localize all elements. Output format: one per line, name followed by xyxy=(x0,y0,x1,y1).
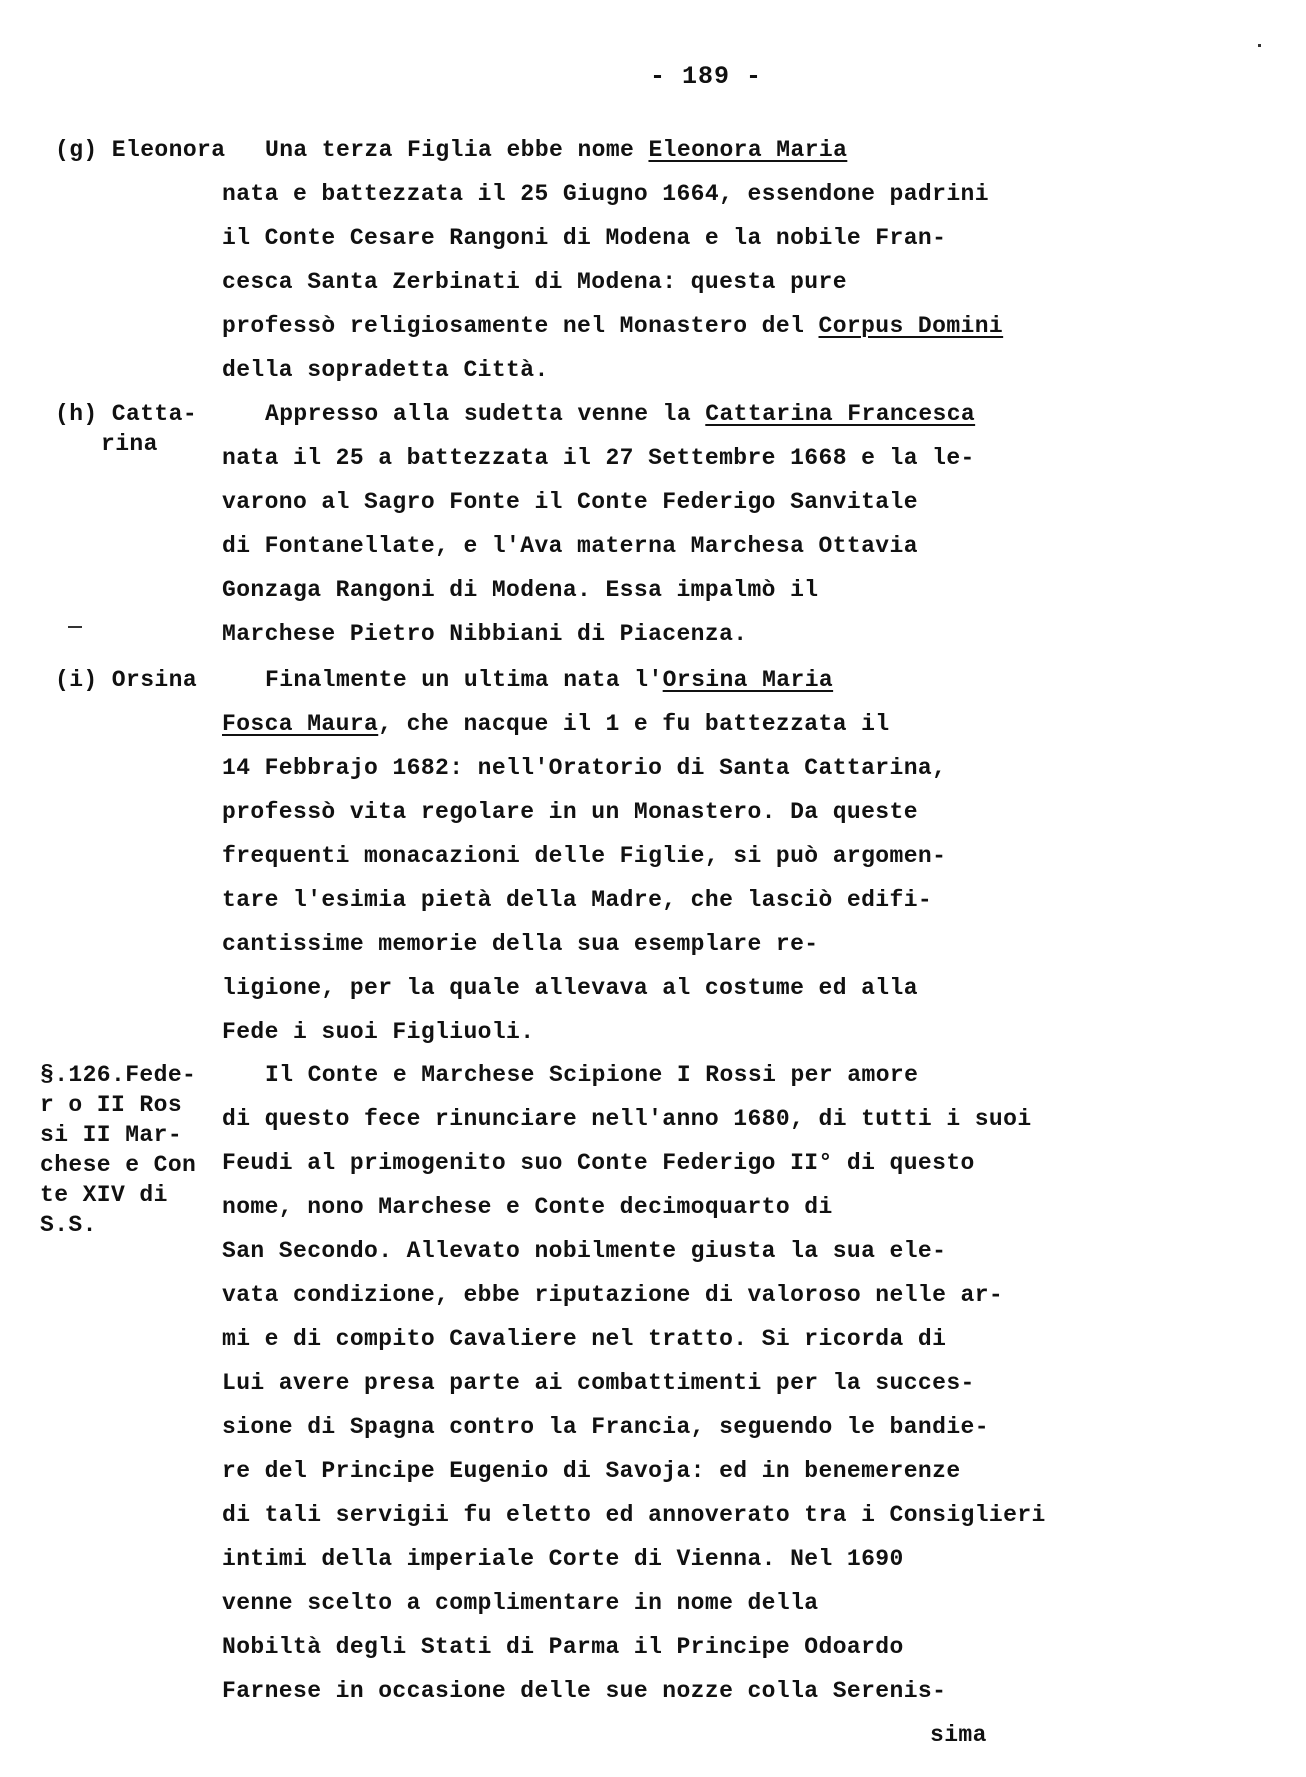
text-line: di questo fece rinunciare nell'anno 1680, di tutti i suoi xyxy=(222,1106,1032,1132)
text-line: nata il 25 a battezzata il 27 Settembre 1668 e la le- xyxy=(222,445,975,471)
text-line: di tali servigii fu eletto ed annoverato tra i Consiglieri xyxy=(222,1502,1046,1528)
text-line: della sopradetta Città. xyxy=(222,357,549,383)
underlined-name: Eleonora Maria xyxy=(648,137,848,163)
text-line: varono al Sagro Fonte il Conte Federigo Sanvitale xyxy=(222,489,918,515)
text-line: Marchese Pietro Nibbiani di Piacenza. xyxy=(222,621,748,647)
text-span: Appresso alla sudetta venne la xyxy=(265,401,706,427)
margin-note-s126-line2: r o II Ros xyxy=(40,1092,183,1118)
text-line xyxy=(265,137,847,163)
text-line: cesca Santa Zerbinati di Modena: questa pure xyxy=(222,269,847,295)
text-line: re del Principe Eugenio di Savoja: ed in benemerenze xyxy=(222,1458,961,1484)
text-line: Il Conte e Marchese Scipione I Rossi per amore xyxy=(265,1062,919,1088)
text-line: ligione, per la quale allevava al costume ed alla xyxy=(222,975,918,1001)
text-line: Gonzaga Rangoni di Modena. Essa impalmò il xyxy=(222,577,819,603)
margin-note-s126-line6: S.S. xyxy=(40,1212,97,1238)
text-line: San Secondo. Allevato nobilmente giusta la sua ele- xyxy=(222,1238,947,1264)
text-line: sione di Spagna contro la Francia, seguendo le bandie- xyxy=(222,1414,989,1440)
text-line: nata e battezzata il 25 Giugno 1664, essendone padrini xyxy=(222,181,989,207)
text-span: Una terza Figlia ebbe nome xyxy=(265,137,649,163)
text-line: cantissime memorie della sua esemplare re- xyxy=(222,931,819,957)
underlined-name: Fosca Maura xyxy=(222,711,379,737)
text-line: Fede i suoi Figliuoli. xyxy=(222,1019,535,1045)
page-number: - 189 - xyxy=(650,62,763,91)
text-line: di Fontanellate, e l'Ava materna Marchesa Ottavia xyxy=(222,533,918,559)
underlined-name: Orsina Maria xyxy=(662,667,834,693)
text-line: sima xyxy=(930,1722,987,1748)
margin-note-s126-line4: chese e Con xyxy=(40,1152,197,1178)
text-line xyxy=(222,313,1003,339)
margin-note-h-line2: rina xyxy=(101,431,158,457)
text-span: , che nacque il 1 e fu battezzata il xyxy=(378,711,890,737)
margin-note-s126-line5: te XIV di xyxy=(40,1182,168,1208)
underlined-name: Corpus Domini xyxy=(818,313,1004,339)
underlined-name: Cattarina Francesca xyxy=(705,401,976,427)
text-line: professò vita regolare in un Monastero. Da queste xyxy=(222,799,918,825)
text-line: 14 Febbrajo 1682: nell'Oratorio di Santa Cattarina, xyxy=(222,755,947,781)
text-line xyxy=(265,401,975,427)
text-line: il Conte Cesare Rangoni di Modena e la nobile Fran- xyxy=(222,225,947,251)
text-line: Nobiltà degli Stati di Parma il Principe Odoardo xyxy=(222,1634,904,1660)
text-line: nome, nono Marchese e Conte decimoquarto di xyxy=(222,1194,833,1220)
scan-speck xyxy=(1258,44,1261,47)
text-line: mi e di compito Cavaliere nel tratto. Si ricorda di xyxy=(222,1326,947,1352)
text-span: professò religiosamente nel Monastero del xyxy=(222,313,819,339)
scan-speck xyxy=(68,626,82,628)
text-line: Farnese in occasione delle sue nozze colla Serenis- xyxy=(222,1678,947,1704)
text-line xyxy=(222,711,890,737)
text-span: Finalmente un ultima nata l' xyxy=(265,667,663,693)
text-line: vata condizione, ebbe riputazione di valoroso nelle ar- xyxy=(222,1282,1004,1308)
margin-note-s126-line1: §.126.Fede- xyxy=(40,1062,197,1088)
text-line xyxy=(265,667,833,693)
text-line: Feudi al primogenito suo Conte Federigo II° di questo xyxy=(222,1150,975,1176)
margin-note-g: (g) Eleonora xyxy=(55,137,226,163)
margin-note-h-line1: (h) Catta- xyxy=(55,401,198,427)
text-line: tare l'esimia pietà della Madre, che lasciò edifi- xyxy=(222,887,933,913)
text-line: Lui avere presa parte ai combattimenti per la succes- xyxy=(222,1370,975,1396)
text-line: frequenti monacazioni delle Figlie, si può argomen- xyxy=(222,843,947,869)
text-line: venne scelto a complimentare in nome della xyxy=(222,1590,819,1616)
text-line: intimi della imperiale Corte di Vienna. Nel 1690 xyxy=(222,1546,904,1572)
margin-note-i: (i) Orsina xyxy=(55,667,198,693)
margin-note-s126-line3: si II Mar- xyxy=(40,1122,183,1148)
